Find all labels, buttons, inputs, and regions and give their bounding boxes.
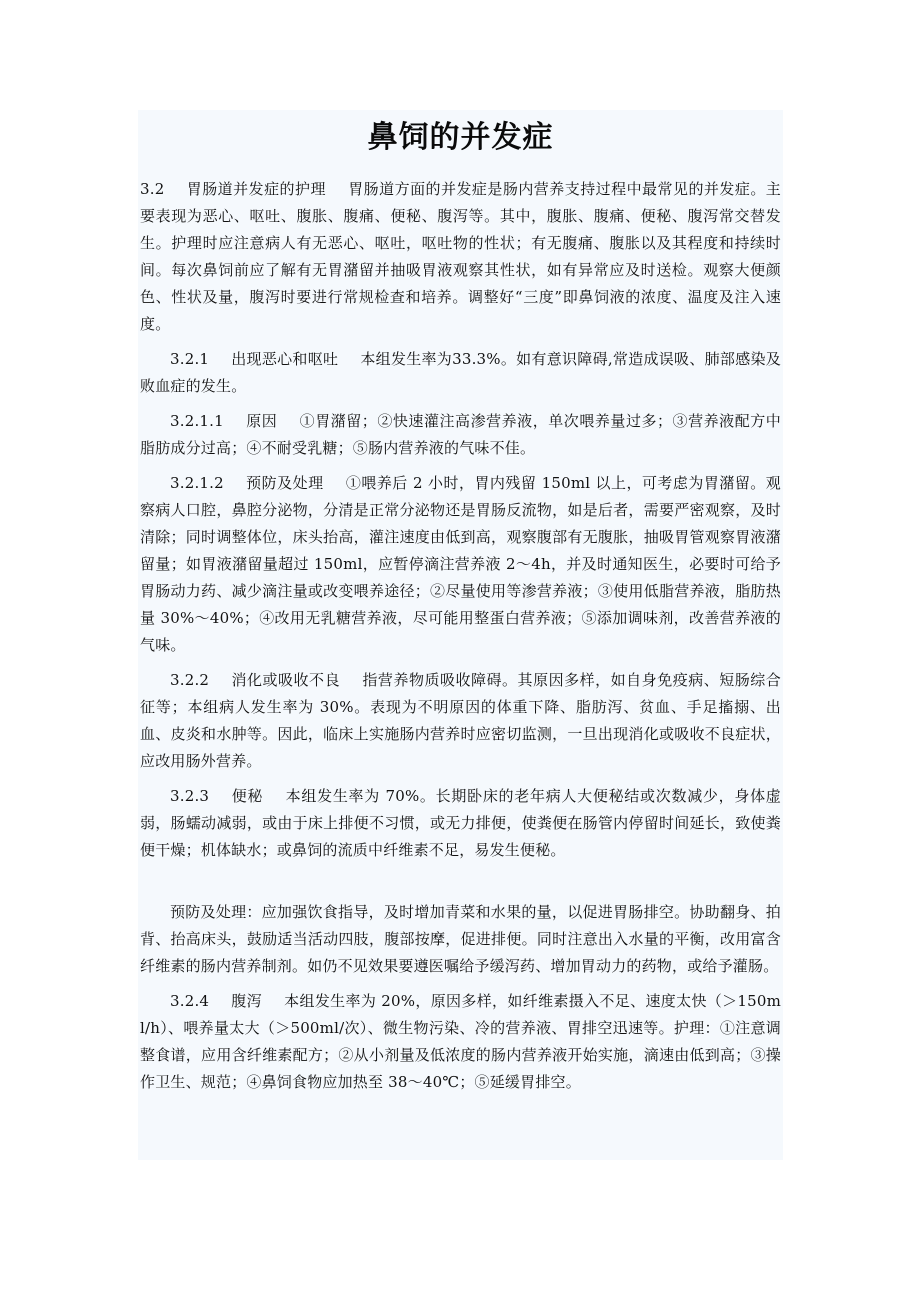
section-number: 3.2.3	[170, 787, 210, 805]
paragraph-text: 本组发生率为 70%。长期卧床的老年病人大便秘结或次数减少，身体虚弱，肠蠕动减弱，或由于床上排便不习惯，或无力排便，使粪便在肠管内停留时间延长，致使粪便干燥；机体缺水；或鼻饲的流质中纤维素不足，易发生便秘。	[140, 787, 781, 859]
section-heading: 胃肠道并发症的护理	[186, 180, 326, 198]
document-title: 鼻饲的并发症	[367, 120, 554, 155]
section-heading: 预防及处理	[245, 474, 324, 492]
section-heading: 原因	[245, 412, 278, 430]
section-heading: 便秘	[231, 787, 264, 805]
section-heading: 腹泻	[231, 992, 262, 1010]
section-number: 3.2	[140, 180, 165, 198]
paragraph-text: ①喂养后 2 小时，胃内残留 150ml 以上，可考虑为胃潴留。观察病人口腔，鼻腔分泌物，分清是正常分泌物还是胃肠反流物，如是后者，需要严密观察，及时清除；同时调整体位，床头抬高，灌注速度由低到高，观察腹部有无腹胀，抽吸胃管观察胃液潴留量；如胃液潴留量超过 150ml，应暂停滴注营养液 2～4h，并及时通知医生，必要时可给予胃肠动力药、减少滴注量或改变喂养途径；②尽量使用等渗营养液；③使用低脂营养液，脂肪热量 30%～40%；④改用无乳糖营养液，尽可能用整蛋白营养液；⑤添加调味剂，改善营养液的气味。	[140, 474, 781, 654]
section-heading: 出现恶心和呕吐	[231, 350, 339, 368]
section-heading: 消化或吸收不良	[231, 671, 341, 689]
paragraph-3-2-3	[140, 783, 781, 864]
document-body	[138, 176, 783, 1096]
paragraph-3-2-1-1	[140, 408, 781, 462]
document-page	[138, 110, 783, 1160]
section-number: 3.2.1	[170, 350, 210, 368]
section-number: 3.2.1.1	[170, 412, 224, 430]
paragraph-text: 本组发生率为 20%，原因多样，如纤维素摄入不足、速度太快（＞150ml/h）、喂养量太大（＞500ml/次）、微生物污染、冷的营养液、胃排空迅速等。护理：①注意调整食谱，应用含纤维素配方；②从小剂量及低浓度的肠内营养液开始实施，滴速由低到高；③操作卫生、规范；④鼻饲食物应加热至 38～40℃；⑤延缓胃排空。	[140, 992, 782, 1091]
paragraph-3-2	[140, 176, 781, 338]
paragraph-text: 本组发生率为33.3%。如有意识障碍,常造成误吸、肺部感染及败血症的发生。	[140, 350, 781, 395]
paragraph-text: 指营养物质吸收障碍。其原因多样，如自身免疫病、短肠综合征等；本组病人发生率为 30%。表现为不明原因的体重下降、脂肪泻、贫血、手足搐搦、出血、皮炎和水肿等。因此，临床上实施肠内营养时应密切监测，一旦出现消化或吸收不良症状，应改用肠外营养。	[140, 671, 781, 770]
paragraph-3-2-1	[140, 346, 781, 400]
paragraph-3-2-4	[140, 988, 781, 1096]
paragraph-3-2-1-2	[140, 470, 781, 659]
section-number: 3.2.1.2	[170, 474, 224, 492]
paragraph-text: 胃肠道方面的并发症是肠内营养支持过程中最常见的并发症。主要表现为恶心、呕吐、腹胀、腹痛、便秘、腹泻等。其中，腹胀、腹痛、便秘、腹泻常交替发生。护理时应注意病人有无恶心、呕吐，呕吐物的性状；有无腹痛、腹胀以及其程度和持续时间。每次鼻饲前应了解有无胃潴留并抽吸胃液观察其性状，如有异常应及时送检。观察大便颜色、性状及量，腹泻时要进行常规检查和培养。调整好“三度”即鼻饲液的浓度、温度及注入速度。	[140, 180, 781, 333]
section-number: 3.2.4	[170, 992, 210, 1010]
section-number: 3.2.2	[170, 671, 210, 689]
paragraph-text: 预防及处理：应加强饮食指导，及时增加青菜和水果的量，以促进胃肠排空。协助翻身、拍背、抬高床头，鼓励适当活动四肢，腹部按摩，促进排便。同时注意出入水量的平衡，改用富含纤维素的肠内营养制剂。如仍不见效果要遵医嘱给予缓泻药、增加胃动力的药物，或给予灌肠。	[140, 903, 781, 975]
paragraph-prevention	[140, 899, 781, 980]
paragraph-text: ①胃潴留；②快速灌注高渗营养液，单次喂养量过多；③营养液配方中脂肪成分过高；④不耐受乳糖；⑤肠内营养液的气味不佳。	[140, 412, 781, 457]
paragraph-3-2-2	[140, 667, 781, 775]
